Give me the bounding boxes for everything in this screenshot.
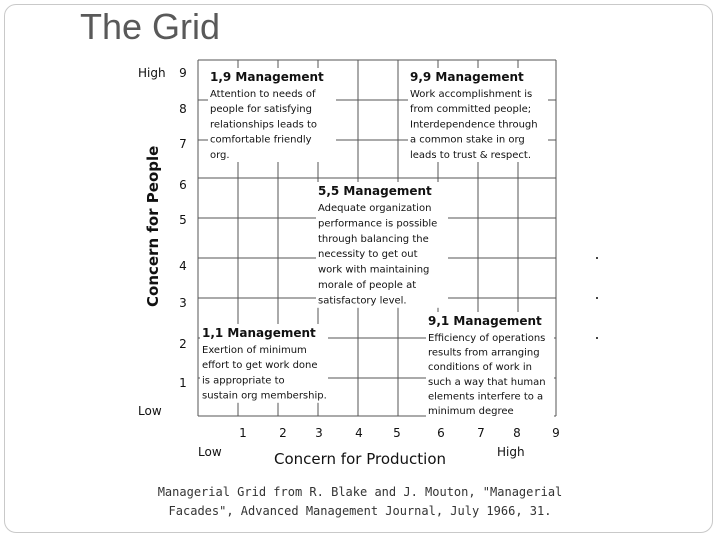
x-low-label: Low: [198, 445, 222, 459]
y-axis-label: Concern for People: [144, 145, 162, 307]
x-tick-label: 7: [477, 426, 485, 440]
y-tick-label: 4: [179, 259, 187, 273]
style-1-9-text-line: org.: [210, 149, 230, 161]
y-tick-label: 9: [179, 66, 187, 80]
style-5-5-text-line: work with maintaining: [318, 264, 430, 276]
style-9-1-text-line: Efficiency of operations: [428, 333, 546, 344]
style-9-1-text-line: minimum degree: [428, 406, 514, 417]
y-high-label: High: [138, 66, 166, 80]
y-tick-label: 3: [179, 296, 187, 310]
style-boxes: [200, 68, 554, 418]
y-low-label: Low: [138, 404, 162, 418]
style-9-9-text-line: Work accomplishment is: [410, 89, 533, 100]
x-tick-label: 3: [315, 426, 323, 440]
x-tick-label: 4: [355, 426, 363, 440]
y-tick-label: 2: [179, 337, 187, 351]
style-1-9-box: [208, 68, 336, 162]
caption-line-2: Facades", Advanced Management Journal, July 1966, 31.: [168, 504, 552, 518]
decor-dot: [596, 337, 598, 339]
y-tick-label: 5: [179, 213, 187, 227]
x-tick-label: 8: [513, 426, 521, 440]
x-tick-label: 2: [279, 426, 287, 440]
caption-line-1: Managerial Grid from R. Blake and J. Mouton, "Managerial: [157, 485, 563, 499]
style-9-1-text-line: results from arranging: [428, 347, 540, 359]
style-9-1-text-line: conditions of work in: [428, 362, 532, 374]
style-9-9-text-line: leads to trust & respect.: [410, 149, 532, 161]
x-tick-label: 1: [239, 426, 247, 440]
style-5-5-text-line: satisfactory level.: [318, 295, 407, 307]
style-5-5-title: 5,5 Management: [318, 184, 432, 198]
style-9-1-text-line: elements interfere to a: [428, 391, 544, 403]
x-axis-label: Concern for Production: [274, 450, 447, 468]
style-5-5-box: [316, 182, 448, 308]
y-tick-label: 7: [179, 137, 187, 151]
x-high-label: High: [497, 445, 525, 459]
style-5-5-text-line: Adequate organization: [318, 203, 432, 214]
y-tick-label: 6: [179, 178, 187, 192]
style-1-1-text-line: effort to get work done: [202, 360, 318, 372]
style-9-1-title: 9,1 Management: [428, 314, 542, 328]
x-tick-label: 9: [552, 426, 560, 440]
style-5-5-text-line: through balancing the: [318, 233, 429, 245]
style-9-9-text-line: a common stake in org: [410, 134, 525, 146]
style-1-9-text-line: relationships leads to: [210, 119, 318, 131]
style-1-1-text-line: is appropriate to: [202, 375, 285, 387]
slide-title: The Grid: [80, 6, 221, 47]
style-1-9-text-line: Attention to needs of: [210, 89, 316, 100]
style-5-5-text-line: performance is possible: [318, 218, 438, 230]
style-5-5-text-line: morale of people at: [318, 280, 417, 291]
style-9-9-box: [408, 68, 548, 162]
style-9-9-text-line: from committed people;: [410, 104, 532, 116]
style-1-1-box: [200, 324, 328, 403]
style-5-5-text-line: necessity to get out: [318, 249, 418, 261]
y-tick-label: 1: [179, 376, 187, 390]
y-tick-label: 8: [179, 102, 187, 116]
style-9-9-text-line: Interdependence through: [410, 119, 538, 131]
x-tick-label: 6: [437, 426, 445, 440]
style-9-1-text-line: such a way that human: [428, 376, 546, 388]
style-1-1-text-line: Exertion of minimum: [202, 345, 307, 356]
style-1-1-text-line: sustain org membership.: [202, 390, 327, 402]
decor-dot: [596, 297, 598, 299]
decor-dot: [596, 257, 598, 259]
style-1-9-title: 1,9 Management: [210, 70, 324, 84]
x-tick-label: 5: [393, 426, 401, 440]
style-9-9-title: 9,9 Management: [410, 70, 524, 84]
style-1-9-text-line: people for satisfying: [210, 104, 312, 116]
style-1-9-text-line: comfortable friendly: [210, 134, 312, 146]
style-9-1-box: [426, 312, 554, 418]
style-1-1-title: 1,1 Management: [202, 326, 316, 340]
